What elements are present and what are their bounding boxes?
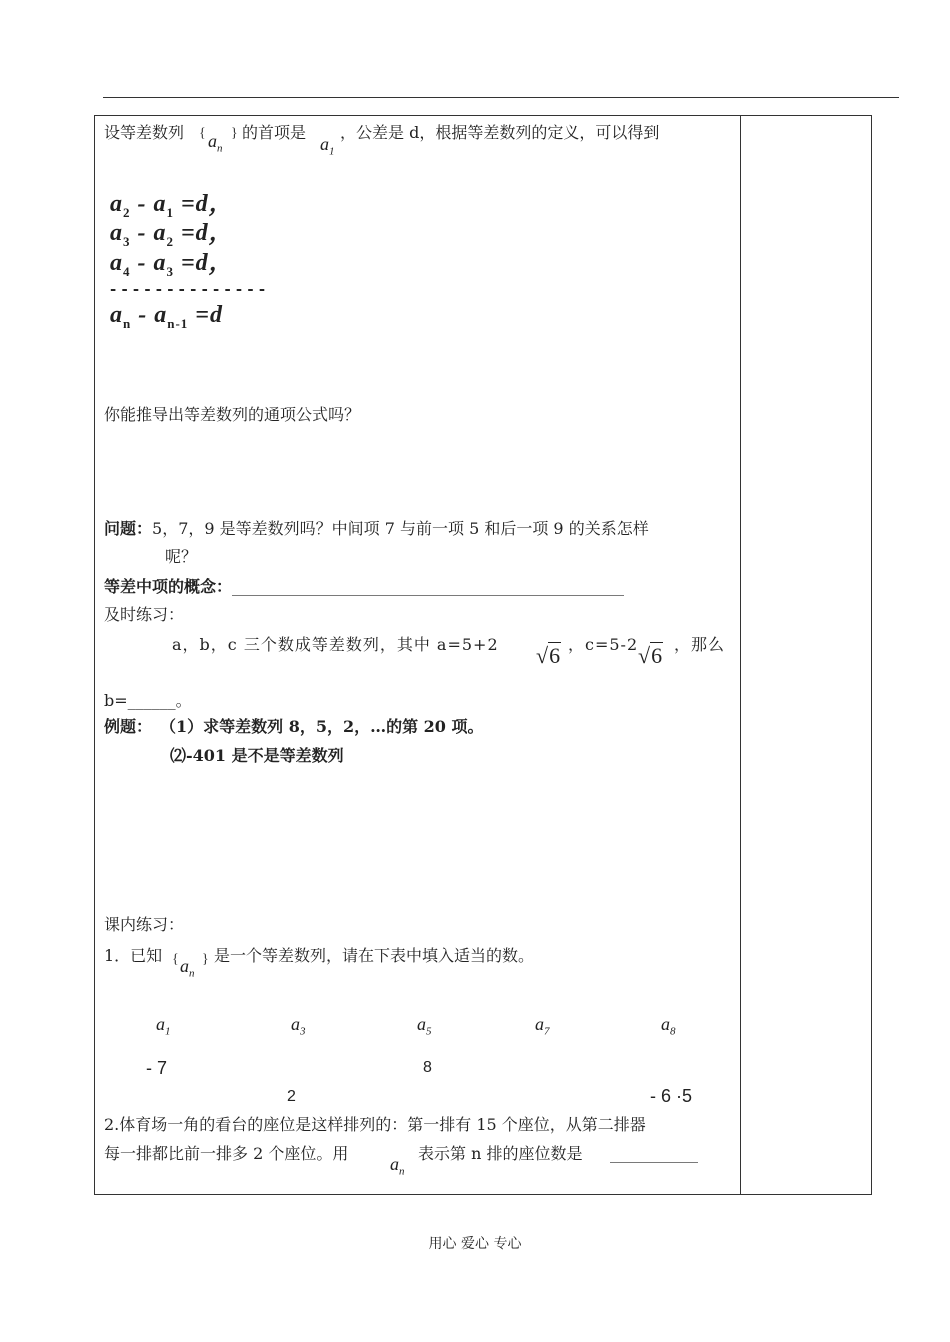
example-item-2: ⑵-401 是不是等差数列 — [170, 746, 344, 765]
header-a5: $a_5$ — [417, 1014, 432, 1038]
sqrt-6: √6 — [638, 643, 663, 668]
q2-line-1: 2.体育场一角的看台的座位是这样排列的：第一排有 15 个座位，从第二排器 — [104, 1115, 646, 1134]
left-brace: { — [199, 126, 206, 141]
equation-line: $a_n - a_{n-1} =d$ — [110, 302, 223, 331]
cell-a8: - 6 ·5 — [650, 1086, 693, 1106]
problem-label: 问题： — [104, 519, 153, 538]
problem-line — [104, 518, 649, 540]
practice-label: 及时练习： — [104, 605, 185, 624]
practice-answer: b=______。 — [104, 691, 192, 710]
example-item-1: （1）求等差数列 8，5，2，…的第 20 项。 — [160, 717, 484, 736]
equation-line: $a_3 - a_2 =d$， — [110, 220, 234, 249]
concept-line — [104, 576, 624, 598]
equation-line: $a_4 - a_3 =d$， — [110, 250, 234, 279]
q2-line-2-after: 表示第 n 排的座位数是 — [418, 1144, 583, 1163]
practice-text-end: ，那么 — [674, 635, 726, 654]
intro-after-text: ，公差是 d，根据等差数列的定义，可以得到 — [340, 123, 660, 142]
equation-line: $a_2 - a_1 =d$， — [110, 191, 234, 220]
cell-a3: 2 — [287, 1088, 296, 1105]
footer-motto: 用心 爱心 专心 — [428, 1236, 522, 1252]
header-a8: $a_8$ — [661, 1014, 676, 1038]
cell-a5: 8 — [423, 1059, 432, 1076]
intro-mid-text: 的首项是 — [242, 123, 307, 142]
right-brace: } — [202, 952, 209, 967]
q1-text-after: 是一个等差数列，请在下表中填入适当的数。 — [214, 946, 535, 965]
intro-text: 设等差数列 — [104, 123, 185, 142]
column-divider — [740, 115, 741, 1195]
left-brace: { — [172, 952, 179, 967]
problem-text: 5，7，9 是等差数列吗？中间项 7 与前一项 5 和后一项 9 的关系怎样 — [152, 519, 649, 538]
problem-text-cont: 呢？ — [165, 547, 198, 566]
concept-label: 等差中项的概念： — [104, 577, 233, 596]
q1-text: 1．已知 — [104, 946, 163, 965]
practice-text-c: ，c=5-2 — [568, 635, 639, 654]
seat-count-an: $a_n$ — [390, 1154, 405, 1178]
general-term-question: 你能推导出等差数列的通项公式吗？ — [104, 405, 361, 424]
header-a1: $a_1$ — [156, 1014, 171, 1038]
sequence-an: $a_n$ — [180, 956, 195, 980]
cell-a1: - 7 — [146, 1058, 168, 1078]
concept-blank: _________________________________________________ — [232, 577, 625, 596]
q2-line-2: 每一排都比前一排多 2 个座位。用 — [104, 1144, 349, 1163]
sequence-an: $a_n$ — [208, 131, 223, 155]
q2-blank: ___________ — [610, 1144, 698, 1163]
ellipsis-dots: - - - - - - - - - - - - - - — [110, 280, 266, 298]
right-brace: } — [231, 126, 238, 141]
class-practice-label: 课内练习： — [104, 915, 185, 934]
header-a3: $a_3$ — [291, 1014, 306, 1038]
first-term-a1: $a_1$ — [320, 134, 335, 158]
header-rule — [103, 97, 899, 98]
sqrt-6: √6 — [536, 643, 561, 668]
practice-text: a，b，c 三个数成等差数列，其中 a=5+2 — [172, 635, 499, 654]
example-label: 例题： — [104, 717, 153, 736]
header-a7: $a_7$ — [535, 1014, 550, 1038]
